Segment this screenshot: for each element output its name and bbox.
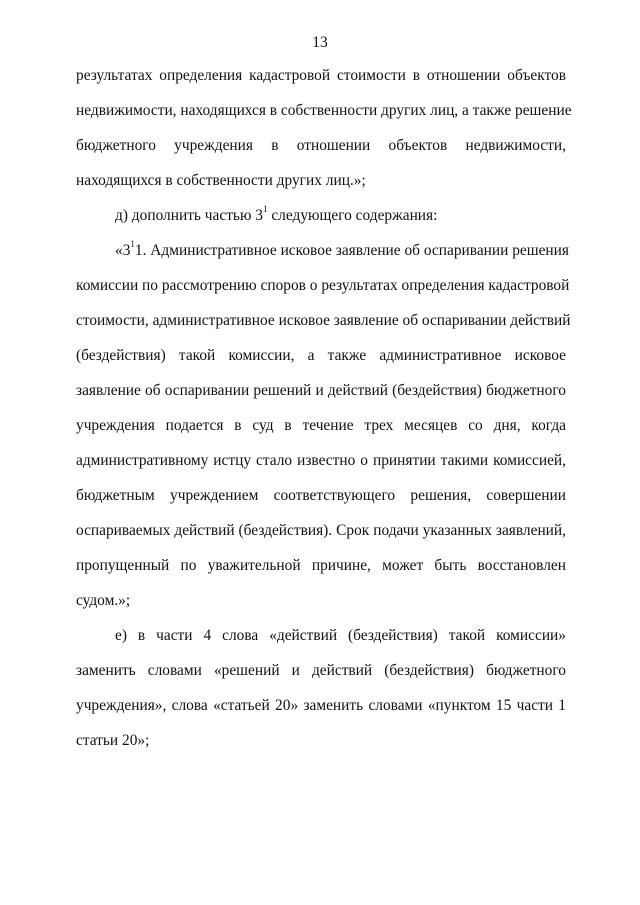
paragraph-line: статьи 20»; <box>76 732 150 749</box>
quote-first-line-rest: 1. Административное исковое заявление об оспаривании решения <box>134 242 569 259</box>
paragraph-line: учреждения подается в суд в течение трех месяцев со дня, когда <box>76 417 566 434</box>
paragraph-line: заменить словами «решений и действий (бездействия) бюджетного <box>76 662 566 679</box>
paragraph-line: оспариваемых действий (бездействия). Срок подачи указанных заявлений, <box>76 522 566 539</box>
item-d-text-after: следующего содержания: <box>267 207 438 224</box>
item-e-line: е) в части 4 слова «действий (бездействия) такой комиссии» <box>115 627 566 644</box>
paragraph-line: административному истцу стало известно о принятии такими комиссией, <box>76 452 566 469</box>
paragraph-line: (бездействия) такой комиссии, а также административное исковое <box>76 347 566 364</box>
quote-prefix: «3 <box>115 242 131 259</box>
paragraph-line: недвижимости, находящихся в собственности других лиц, а также решение <box>76 102 572 119</box>
paragraph-line: заявление об оспаривании решений и действий (бездействия) бюджетного <box>76 382 566 399</box>
paragraph-line: судом.»; <box>76 592 131 609</box>
paragraph-line: стоимости, административное исковое заявление об оспаривании действий <box>76 312 571 329</box>
paragraph-line: учреждения», слова «статьей 20» заменить словами «пунктом 15 части 1 <box>76 697 566 714</box>
paragraph-line: бюджетным учреждением соответствующего решения, совершении <box>76 487 566 504</box>
paragraph-line: пропущенный по уважительной причине, может быть восстановлен <box>76 557 566 574</box>
paragraph-line: бюджетного учреждения в отношении объектов недвижимости, <box>76 137 566 154</box>
paragraph-line: результатах определения кадастровой стоимости в отношении объектов <box>76 67 566 84</box>
paragraph-line: находящихся в собственности других лиц.»; <box>76 172 366 189</box>
page-number: 13 <box>312 34 328 51</box>
item-d-text: д) дополнить частью 3 <box>115 207 263 224</box>
item-d-line <box>115 203 566 226</box>
quote-superscript: 1 <box>130 238 135 249</box>
quote-first-line <box>115 238 569 261</box>
item-d-superscript: 1 <box>263 203 268 214</box>
paragraph-line: комиссии по рассмотрению споров о результатах определения кадастровой <box>76 277 570 294</box>
